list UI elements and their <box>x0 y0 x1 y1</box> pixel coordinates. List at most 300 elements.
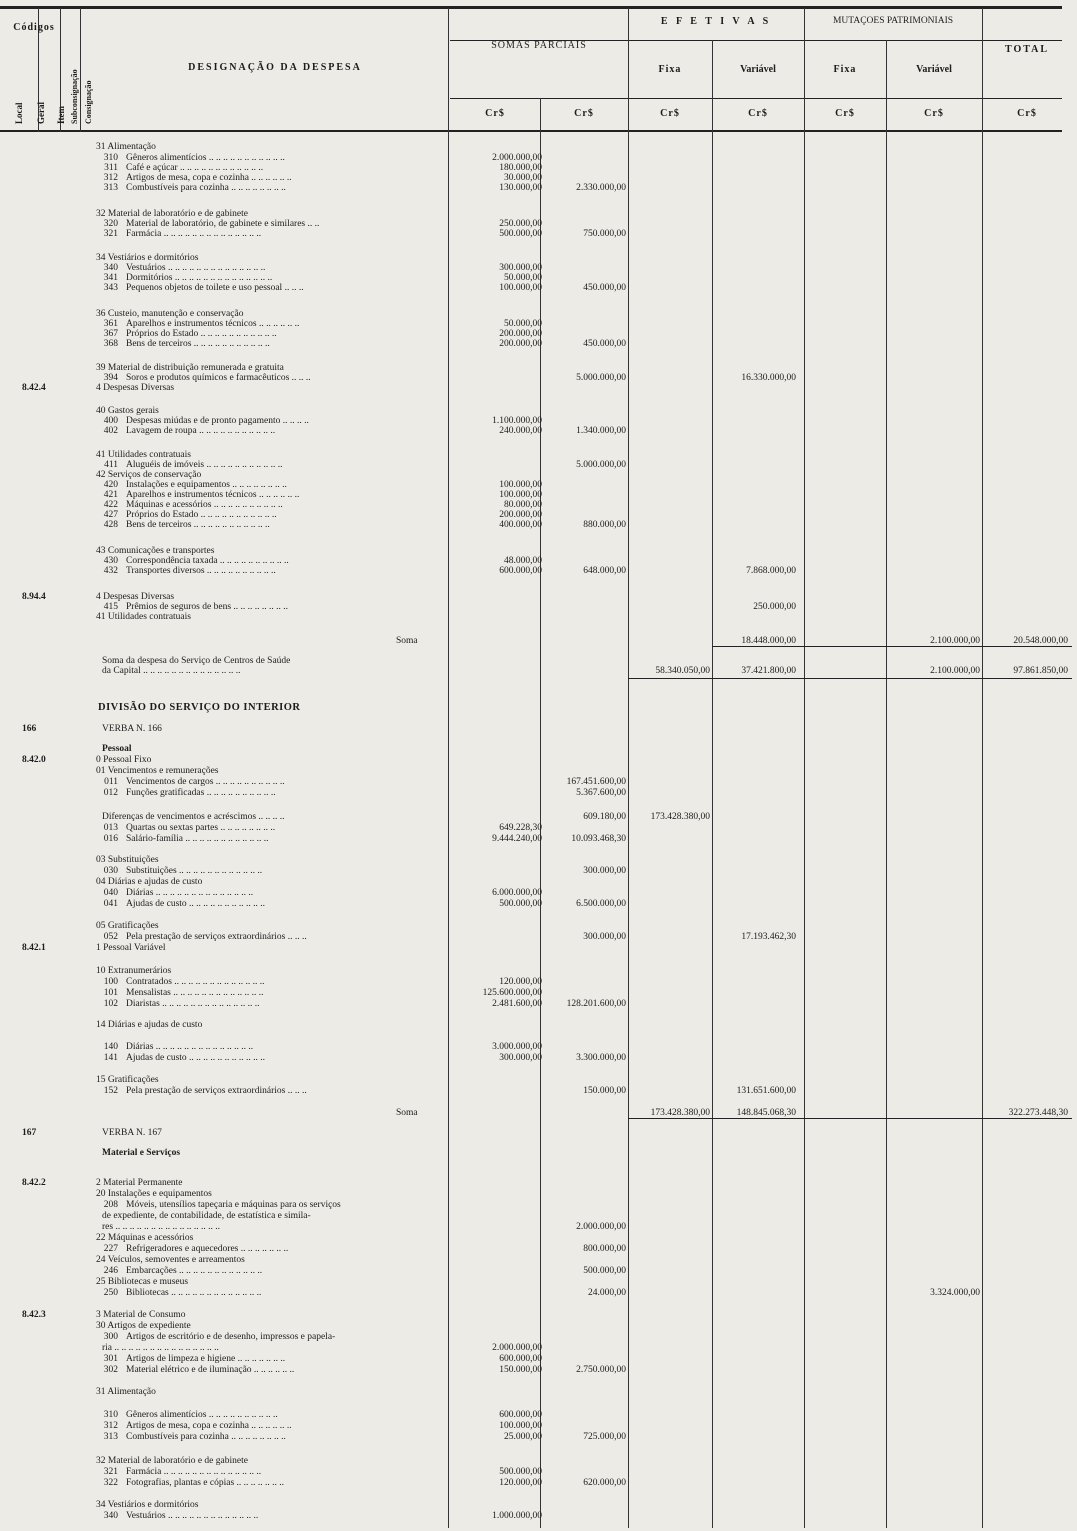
somas-parciais-value: 48.000,00 <box>504 556 542 566</box>
table-row <box>0 1500 1077 1511</box>
mutacoes-variavel-value: 3.324.000,00 <box>930 1288 980 1298</box>
somas-parciais-value: 100.000,00 <box>499 490 542 500</box>
expense-description: Combustíveis para cozinha .. .. .. .. .. .. .. .. <box>126 1432 286 1442</box>
somas-parciais-value: 200.000,00 <box>499 510 542 520</box>
table-row <box>0 966 1077 977</box>
local-code: 167 <box>22 1128 37 1138</box>
somas-parciais-value: 400.000,00 <box>499 520 542 530</box>
somas-parciais-value: 120.000,00 <box>499 1478 542 1488</box>
somas-parciais-value: 600.000,00 <box>499 1410 542 1420</box>
somas-parciais-value: 500.000,00 <box>499 899 542 909</box>
item-code: 312 <box>103 1421 118 1431</box>
expense-description: Aluguéis de imóveis .. .. .. .. .. .. .. .. .. .. .. <box>126 460 283 470</box>
table-row <box>0 1244 1077 1255</box>
item-code: 320 <box>103 219 118 229</box>
expense-description: Aparelhos e instrumentos técnicos .. .. .. .. .. .. <box>126 319 300 329</box>
somas-parciais-subtotal: 128.201.600,00 <box>566 999 626 1009</box>
somas-parciais-value: 240.000,00 <box>499 426 542 436</box>
somas-parciais-subtotal: 300.000,00 <box>583 932 626 942</box>
table-row <box>0 1410 1077 1421</box>
table-row <box>0 283 1077 294</box>
expense-description: 41 Utilidades contratuais <box>96 612 191 622</box>
table-row <box>0 1332 1077 1343</box>
somas-parciais-value: 2.481.600,00 <box>492 999 542 1009</box>
somas-parciais-subtotal: 2.000.000,00 <box>576 1222 626 1232</box>
table-row <box>0 1456 1077 1467</box>
somas-parciais-value: 100.000,00 <box>499 283 542 293</box>
header-variavel-mutacoes: Variável <box>916 64 952 75</box>
table-row <box>0 1343 1077 1354</box>
item-code: 394 <box>103 373 118 383</box>
item-code: 341 <box>103 273 118 283</box>
table-row <box>0 183 1077 194</box>
header-subconsignacao: Subconsignação <box>70 69 79 124</box>
currency-label: Cr$ <box>574 108 594 119</box>
expense-description: Próprios do Estado .. .. .. .. .. .. .. .. .. .. .. <box>126 510 277 520</box>
table-row <box>0 1020 1077 1031</box>
item-code: 411 <box>104 460 118 470</box>
item-code: 141 <box>103 1053 118 1063</box>
table-row <box>0 383 1077 394</box>
somas-parciais-value: 500.000,00 <box>499 1467 542 1477</box>
expense-description: Mensalistas .. .. .. .. .. .. .. .. .. .. .. .. .. <box>126 988 264 998</box>
somas-parciais-subtotal: 450.000,00 <box>583 339 626 349</box>
somas-parciais-value: 6.000.000,00 <box>492 888 542 898</box>
item-code: 428 <box>103 520 118 530</box>
table-row <box>0 1086 1077 1097</box>
table-row <box>0 1365 1077 1376</box>
expense-description: 0 Pessoal Fixo <box>96 755 152 765</box>
table-row <box>0 823 1077 834</box>
expense-description: Máquinas e acessórios .. .. .. .. .. .. .. .. .. .. <box>126 500 283 510</box>
table-row <box>0 520 1077 531</box>
header-local: Local <box>14 102 24 124</box>
somas-parciais-value: 300.000,00 <box>499 1053 542 1063</box>
table-row <box>0 999 1077 1010</box>
currency-label: Cr$ <box>1017 108 1037 119</box>
expense-description: res .. .. .. .. .. .. .. .. .. .. .. .. .. .. .. <box>102 1222 220 1232</box>
table-row <box>0 1354 1077 1365</box>
expense-description: Artigos de escritório e de desenho, impressos e papela- <box>126 1332 336 1342</box>
expense-description: Café e açúcar .. .. .. .. .. .. .. .. .. .. .. .. <box>126 163 264 173</box>
table-row <box>0 229 1077 240</box>
somas-parciais-value: 600.000,00 <box>499 1354 542 1364</box>
somas-parciais-value: 25.000,00 <box>504 1432 542 1442</box>
expense-description: Ajudas de custo .. .. .. .. .. .. .. .. .. .. .. <box>126 899 266 909</box>
somas-parciais-subtotal: 5.367.600,00 <box>576 788 626 798</box>
table-row <box>0 1108 1077 1119</box>
expense-description: 31 Alimentação <box>96 142 156 152</box>
somas-parciais-subtotal: 450.000,00 <box>583 283 626 293</box>
somas-parciais-value: 200.000,00 <box>499 339 542 349</box>
expense-description: Combustíveis para cozinha .. .. .. .. .. .. .. .. <box>126 183 286 193</box>
table-row <box>0 1266 1077 1277</box>
somas-parciais-subtotal: 150.000,00 <box>583 1086 626 1096</box>
table-row <box>0 636 1077 647</box>
item-code: 422 <box>103 500 118 510</box>
expense-description: Salário-família .. .. .. .. .. .. .. .. .. .. .. .. <box>126 834 269 844</box>
local-code: 8.42.1 <box>22 943 46 953</box>
item-code: 013 <box>103 823 118 833</box>
header-somas-parciais: SOMAS PARCIAIS <box>491 40 587 51</box>
table-row <box>0 977 1077 988</box>
item-code: 301 <box>103 1354 118 1364</box>
table-row <box>0 1042 1077 1053</box>
expense-description: Pequenos objetos de toilete e uso pessoal .. .. .. <box>126 283 304 293</box>
table-row <box>0 788 1077 799</box>
table-row <box>0 612 1077 623</box>
somas-parciais-subtotal: 300.000,00 <box>583 866 626 876</box>
item-code: 311 <box>104 163 118 173</box>
item-code: 340 <box>103 1511 118 1521</box>
table-row <box>0 777 1077 788</box>
table-row <box>0 921 1077 932</box>
somas-parciais-value: 100.000,00 <box>499 1421 542 1431</box>
somas-parciais-subtotal: 500.000,00 <box>583 1266 626 1276</box>
expense-description: Funções gratificadas .. .. .. .. .. .. .. .. .. .. <box>126 788 276 798</box>
expense-description: Despesas miúdas e de pronto pagamento .. .. .. .. <box>126 416 309 426</box>
expense-description: 32 Material de laboratório e de gabinete <box>96 209 248 219</box>
somas-parciais-subtotal: 800.000,00 <box>583 1244 626 1254</box>
expense-description: Substituições .. .. .. .. .. .. .. .. .. .. .. .. <box>126 866 263 876</box>
table-row <box>0 888 1077 899</box>
table-row <box>0 702 1077 713</box>
expense-description: da Capital .. .. .. .. .. .. .. .. .. .. .. .. .. .. <box>102 666 241 676</box>
expense-description: Pela prestação de serviços extraordinários .. .. .. <box>126 1086 307 1096</box>
item-code: 300 <box>103 1332 118 1342</box>
expense-description: 42 Serviços de conservação <box>96 470 202 480</box>
expense-description: Pessoal <box>102 744 132 754</box>
expense-description: Material de laboratório, de gabinete e similares .. .. <box>126 219 320 229</box>
somas-parciais-subtotal: 725.000,00 <box>583 1432 626 1442</box>
table-row <box>0 899 1077 910</box>
table-row <box>0 1467 1077 1478</box>
item-code: 367 <box>103 329 118 339</box>
item-code: 310 <box>103 153 118 163</box>
expense-description: 15 Gratificações <box>96 1075 159 1085</box>
somas-parciais-value: 50.000,00 <box>504 319 542 329</box>
item-code: 430 <box>103 556 118 566</box>
item-code: 016 <box>103 834 118 844</box>
expense-description: 30 Artigos de expediente <box>96 1321 191 1331</box>
item-code: 310 <box>103 1410 118 1420</box>
expense-description: Vestuários .. .. .. .. .. .. .. .. .. .. .. .. .. .. <box>126 263 266 273</box>
item-code: 402 <box>103 426 118 436</box>
local-code: 8.42.3 <box>22 1310 46 1320</box>
expense-description: Quartas ou sextas partes .. .. .. .. .. .. .. .. <box>126 823 276 833</box>
expense-description: Fotografias, plantas e cópias .. .. .. .. .. .. .. <box>126 1478 285 1488</box>
expense-description: Artigos de limpeza e higiene .. .. .. .. .. .. .. <box>126 1354 286 1364</box>
item-code: 040 <box>103 888 118 898</box>
item-code: 100 <box>103 977 118 987</box>
local-code: 8.42.2 <box>22 1178 46 1188</box>
table-row <box>0 1321 1077 1332</box>
expense-description: 22 Máquinas e acessórios <box>96 1233 194 1243</box>
local-code: 8.42.4 <box>22 383 46 393</box>
expense-description: Instalações e equipamentos .. .. .. .. .. .. .. .. <box>126 480 287 490</box>
item-code: 052 <box>103 932 118 942</box>
header-total: TOTAL <box>1004 44 1050 55</box>
expense-description: Próprios do Estado .. .. .. .. .. .. .. .. .. .. .. <box>126 329 277 339</box>
item-code: 101 <box>103 988 118 998</box>
table-row <box>0 812 1077 823</box>
table-row <box>0 1222 1077 1233</box>
expense-description: Diárias .. .. .. .. .. .. .. .. .. .. .. .. .. .. <box>126 1042 254 1052</box>
table-row <box>0 1387 1077 1398</box>
item-code: 302 <box>103 1365 118 1375</box>
efetivas-variavel-value: 18.448.000,00 <box>741 636 796 646</box>
expense-description: 24 Veículos, semoventes e arreamentos <box>96 1255 245 1265</box>
table-row <box>0 666 1077 677</box>
somas-parciais-value: 150.000,00 <box>499 1365 542 1375</box>
table-row <box>0 1128 1077 1139</box>
somas-parciais-value: 200.000,00 <box>499 329 542 339</box>
expense-description: Artigos de mesa, copa e cozinha .. .. .. .. .. .. <box>126 1421 292 1431</box>
expense-description: Contratados .. .. .. .. .. .. .. .. .. .. .. .. .. <box>126 977 265 987</box>
expense-description: 05 Gratificações <box>96 921 159 931</box>
expense-description: Diárias .. .. .. .. .. .. .. .. .. .. .. .. .. .. <box>126 888 254 898</box>
expense-description: 1 Pessoal Variável <box>96 943 166 953</box>
total-value: 322.273.448,30 <box>1008 1108 1068 1118</box>
efetivas-variavel-value: 16.330.000,00 <box>741 373 796 383</box>
table-row <box>0 1053 1077 1064</box>
expense-description: Farmácia .. .. .. .. .. .. .. .. .. .. .. .. .. .. <box>126 229 262 239</box>
somas-parciais-value: 649.228,30 <box>499 823 542 833</box>
somas-parciais-subtotal: 1.340.000,00 <box>576 426 626 436</box>
table-row <box>0 766 1077 777</box>
header-mutacoes: MUTAÇOES PATRIMONIAIS <box>832 16 954 26</box>
table-row <box>0 1189 1077 1200</box>
header-item: Item <box>56 106 66 124</box>
table-row <box>0 866 1077 877</box>
efetivas-variavel-value: 37.421.800,00 <box>741 666 796 676</box>
item-code: 343 <box>103 283 118 293</box>
somas-parciais-value: 125.600.000,00 <box>482 988 542 998</box>
table-row <box>0 339 1077 350</box>
somas-parciais-value: 130.000,00 <box>499 183 542 193</box>
table-row <box>0 1432 1077 1443</box>
efetivas-fixa-value: 173.428.380,00 <box>650 1108 710 1118</box>
subtotal-rule <box>628 678 1072 679</box>
expense-description: 03 Substituições <box>96 855 159 865</box>
table-row <box>0 1255 1077 1266</box>
table-row <box>0 834 1077 845</box>
expense-description: Aparelhos e instrumentos técnicos .. .. .. .. .. .. <box>126 490 300 500</box>
somas-parciais-subtotal: 5.000.000,00 <box>576 373 626 383</box>
expense-description: 32 Material de laboratório e de gabinete <box>96 1456 248 1466</box>
expense-description: 31 Alimentação <box>96 1387 156 1397</box>
somas-parciais-value: 2.000.000,00 <box>492 153 542 163</box>
expense-description: Diferenças de vencimentos e acréscimos .. .. .. .. <box>102 812 285 822</box>
total-value: 20.548.000,00 <box>1013 636 1068 646</box>
expense-description: Artigos de mesa, copa e cozinha .. .. .. .. .. .. <box>126 173 292 183</box>
table-row <box>0 932 1077 943</box>
efetivas-variavel-value: 7.868.000,00 <box>746 566 796 576</box>
expense-description: DIVISÃO DO SERVIÇO DO INTERIOR <box>98 702 301 713</box>
item-code: 030 <box>103 866 118 876</box>
expense-description: Bens de terceiros .. .. .. .. .. .. .. .. .. .. .. <box>126 520 270 530</box>
top-rule <box>0 6 1062 9</box>
currency-label: Cr$ <box>835 108 855 119</box>
expense-description: Embarcações .. .. .. .. .. .. .. .. .. .. .. .. <box>126 1266 263 1276</box>
somas-parciais-value: 3.000.000,00 <box>492 1042 542 1052</box>
item-code: 041 <box>103 899 118 909</box>
item-code: 322 <box>103 1478 118 1488</box>
expense-description: VERBA N. 166 <box>102 724 162 734</box>
expense-description: Lavagem de roupa .. .. .. .. .. .. .. .. .. .. .. <box>126 426 276 436</box>
expense-description: Bibliotecas .. .. .. .. .. .. .. .. .. .. .. .. .. <box>126 1288 262 1298</box>
item-code: 313 <box>103 1432 118 1442</box>
somas-parciais-subtotal: 3.300.000,00 <box>576 1053 626 1063</box>
mutacoes-variavel-value: 2.100.000,00 <box>930 666 980 676</box>
total-value: 97.861.850,00 <box>1013 666 1068 676</box>
table-row <box>0 1277 1077 1288</box>
somas-parciais-subtotal: 880.000,00 <box>583 520 626 530</box>
item-code: 012 <box>103 788 118 798</box>
table-row <box>0 566 1077 577</box>
header-efetivas: E F E T I V A S <box>660 16 772 27</box>
somas-parciais-value: 80.000,00 <box>504 500 542 510</box>
expense-description: Vestuários .. .. .. .. .. .. .. .. .. .. .. .. .. <box>126 1511 259 1521</box>
header-variavel: Variável <box>740 64 776 75</box>
item-code: 102 <box>103 999 118 1009</box>
expense-description: de expediente, de contabilidade, de estatística e simila- <box>102 1211 311 1221</box>
item-code: 321 <box>103 229 118 239</box>
efetivas-variavel-value: 148.845.068,30 <box>736 1108 796 1118</box>
somas-parciais-value: 250.000,00 <box>499 219 542 229</box>
expense-description: Ajudas de custo .. .. .. .. .. .. .. .. .. .. .. <box>126 1053 266 1063</box>
table-row <box>0 1178 1077 1189</box>
expense-description: Dormitórios .. .. .. .. .. .. .. .. .. .. .. .. .. .. <box>126 273 273 283</box>
item-code: 246 <box>103 1266 118 1276</box>
somas-parciais-subtotal: 24.000,00 <box>588 1288 626 1298</box>
somas-parciais-value: 120.000,00 <box>499 977 542 987</box>
expense-description: 10 Extranumerários <box>96 966 172 976</box>
expense-description: Móveis, utensílios tapeçaria e máquinas para os serviços <box>126 1200 341 1210</box>
table-row <box>0 855 1077 866</box>
efetivas-variavel-value: 17.193.462,30 <box>741 932 796 942</box>
expense-description: 40 Gastos gerais <box>96 406 159 416</box>
table-row <box>0 1421 1077 1432</box>
item-code: 011 <box>104 777 118 787</box>
local-code: 166 <box>22 724 37 734</box>
currency-label: Cr$ <box>748 108 768 119</box>
item-code: 140 <box>103 1042 118 1052</box>
table-row <box>0 755 1077 766</box>
expense-description: Correspondência taxada .. .. .. .. .. .. .. .. .. .. <box>126 556 289 566</box>
efetivas-fixa-value: 58.340.050,00 <box>655 666 710 676</box>
expense-description: Gêneros alimentícios .. .. .. .. .. .. .. .. .. .. .. <box>126 153 285 163</box>
table-row <box>0 1200 1077 1211</box>
expense-description: 43 Comunicações e transportes <box>96 546 215 556</box>
expense-description: 36 Custeio, manutenção e conservação <box>96 309 244 319</box>
header-codigos: Códigos <box>13 22 55 33</box>
somas-parciais-value: 9.444.240,00 <box>492 834 542 844</box>
somas-parciais-value: 600.000,00 <box>499 566 542 576</box>
local-code: 8.42.0 <box>22 755 46 765</box>
header-geral: Geral <box>36 102 46 124</box>
currency-label: Cr$ <box>660 108 680 119</box>
efetivas-variavel-value: 250.000,00 <box>753 602 796 612</box>
expense-description: Transportes diversos .. .. .. .. .. .. .. .. .. .. <box>126 566 276 576</box>
expense-description: 41 Utilidades contratuais <box>96 450 191 460</box>
currency-label: Cr$ <box>485 108 505 119</box>
somas-parciais-subtotal: 167.451.600,00 <box>566 777 626 787</box>
item-code: 421 <box>103 490 118 500</box>
somas-parciais-value: 1.100.000,00 <box>492 416 542 426</box>
somas-parciais-value: 1.000.000,00 <box>492 1511 542 1521</box>
somas-parciais-subtotal: 10.093.468,30 <box>571 834 626 844</box>
expense-description: 3 Material de Consumo <box>96 1310 186 1320</box>
item-code: 152 <box>103 1086 118 1096</box>
somas-parciais-value: 180.000,00 <box>499 163 542 173</box>
expense-description: Material e Serviços <box>102 1148 181 1158</box>
expense-description: Vencimentos de cargos .. .. .. .. .. .. .. .. .. .. <box>126 777 285 787</box>
somas-parciais-subtotal: 750.000,00 <box>583 229 626 239</box>
table-row <box>0 1310 1077 1321</box>
item-code: 208 <box>103 1200 118 1210</box>
item-code: 321 <box>103 1467 118 1477</box>
expense-description: 4 Despesas Diversas <box>96 592 175 602</box>
item-code: 432 <box>103 566 118 576</box>
efetivas-fixa-value: 173.428.380,00 <box>650 812 710 822</box>
item-code: 312 <box>103 173 118 183</box>
somas-parciais-subtotal: 5.000.000,00 <box>576 460 626 470</box>
expense-description: Gêneros alimentícios .. .. .. .. .. .. .. .. .. .. <box>126 1410 278 1420</box>
somas-parciais-subtotal: 648.000,00 <box>583 566 626 576</box>
somas-parciais-value: 2.000.000,00 <box>492 1343 542 1353</box>
item-code: 427 <box>103 510 118 520</box>
expense-description: Soma da despesa do Serviço de Centros de Saúde <box>102 656 291 666</box>
somas-parciais-value: 300.000,00 <box>499 263 542 273</box>
item-code: 340 <box>103 263 118 273</box>
expense-description: 04 Diárias e ajudas de custo <box>96 877 203 887</box>
currency-label: Cr$ <box>924 108 944 119</box>
somas-parciais-value: 100.000,00 <box>499 480 542 490</box>
item-code: 250 <box>103 1288 118 1298</box>
table-row <box>0 426 1077 437</box>
expense-description: 14 Diárias e ajudas de custo <box>96 1020 203 1030</box>
expense-description: 34 Vestiários e dormitórios <box>96 253 199 263</box>
table-row <box>0 744 1077 755</box>
table-row <box>0 988 1077 999</box>
item-code: 227 <box>103 1244 118 1254</box>
header-designacao: DESIGNAÇÃO DA DESPESA <box>188 62 362 73</box>
expense-description: Soros e produtos químicos e farmacêuticos .. .. .. <box>126 373 311 383</box>
table-row <box>0 1288 1077 1299</box>
table-row <box>0 1478 1077 1489</box>
header-fixa-mutacoes: Fixa <box>833 64 857 75</box>
expense-description: Material elétrico e de iluminação .. .. .. .. .. .. <box>126 1365 295 1375</box>
somas-parciais-subtotal: 620.000,00 <box>583 1478 626 1488</box>
item-code: 415 <box>103 602 118 612</box>
somas-parciais-subtotal: 609.180,00 <box>583 812 626 822</box>
expense-description: Diaristas .. .. .. .. .. .. .. .. .. .. .. .. .. .. <box>126 999 260 1009</box>
item-code: 313 <box>103 183 118 193</box>
somas-parciais-subtotal: 2.330.000,00 <box>576 183 626 193</box>
expense-description: Prêmios de seguros de bens .. .. .. .. .. .. .. .. <box>126 602 289 612</box>
header-consignacao: Consignação <box>84 80 93 124</box>
item-code: 400 <box>103 416 118 426</box>
table-row <box>0 1211 1077 1222</box>
somas-parciais-subtotal: 2.750.000,00 <box>576 1365 626 1375</box>
table-row <box>0 724 1077 735</box>
expense-description: 01 Vencimentos e remunerações <box>96 766 219 776</box>
item-code: 420 <box>103 480 118 490</box>
efetivas-variavel-value: 131.651.600,00 <box>736 1086 796 1096</box>
header-fixa: Fixa <box>658 64 682 75</box>
table-row <box>0 1233 1077 1244</box>
